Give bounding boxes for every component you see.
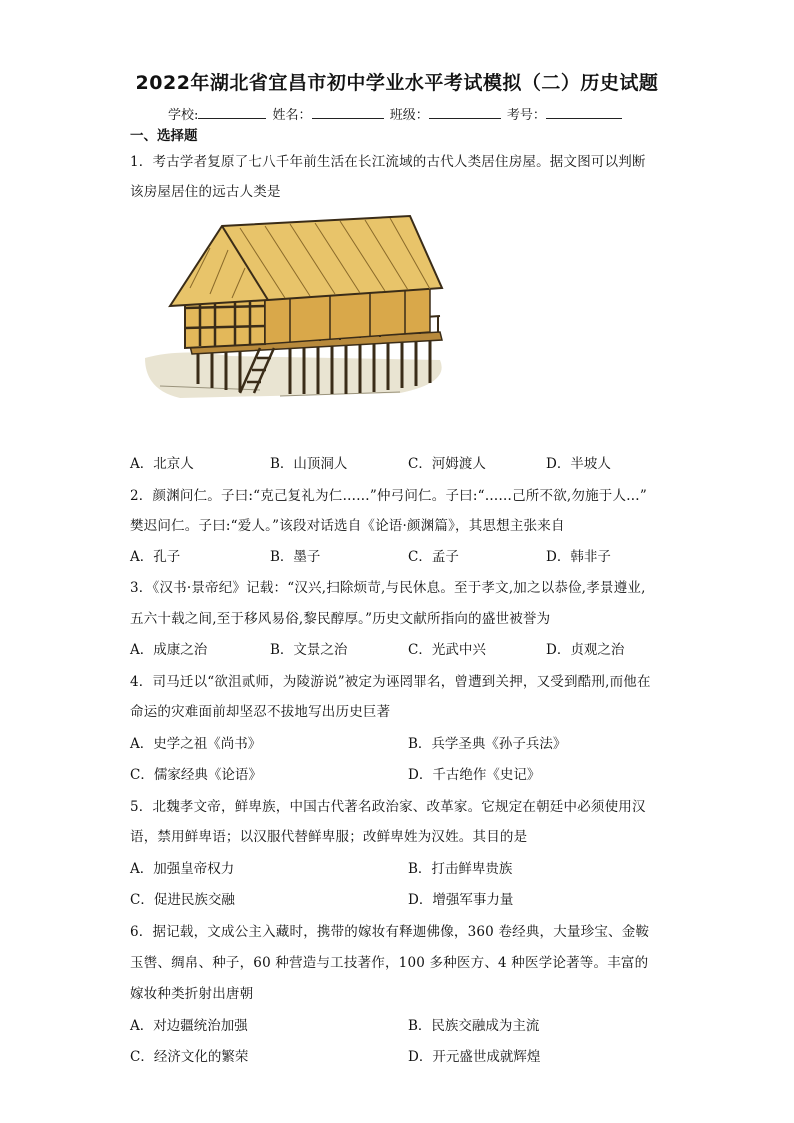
q5-option-c[interactable]: C．促进民族交融	[130, 892, 235, 908]
q3-option-d[interactable]: D．贞观之治	[546, 642, 625, 658]
q3-option-c[interactable]: C．光武中兴	[408, 642, 486, 658]
q3-line-1: 3．《汉书·景帝纪》记载：“汉兴,扫除烦苛,与民休息。至于孝文,加之以恭俭,孝景遵业,	[130, 580, 646, 596]
q1-option-c[interactable]: C．河姆渡人	[408, 456, 486, 472]
q2-option-d[interactable]: D．韩非子	[546, 549, 611, 565]
q2-option-a[interactable]: A．孔子	[130, 549, 181, 565]
q4-option-c[interactable]: C．儒家经典《论语》	[130, 767, 262, 783]
number-label: 考号：	[506, 108, 546, 123]
q3-line-2: 五六十载之间,至于移风易俗,黎民醇厚。”历史文献所指向的盛世被誉为	[130, 611, 551, 627]
q1-line-1: 1．考古学者复原了七八千年前生活在长江流域的古代人类居住房屋。据文图可以判断	[130, 154, 646, 170]
q5-option-a[interactable]: A．加强皇帝权力	[130, 861, 235, 877]
class-label: 班级：	[389, 108, 429, 123]
school-label: 学校:	[168, 108, 199, 123]
q1-option-d[interactable]: D．半坡人	[546, 456, 611, 472]
student-info-row	[168, 104, 624, 123]
q6-line-2: 玉辔、绸帛、种子，60 种营造与工技著作，100 多种医方、4 种医学论著等。丰富的	[130, 955, 649, 971]
q1-option-b[interactable]: B．山顶洞人	[270, 456, 348, 472]
q6-line-3: 嫁妆种类折射出唐朝	[130, 986, 254, 1002]
q6-option-b[interactable]: B．民族交融成为主流	[408, 1018, 540, 1034]
q2-line-2: 樊迟问仁。子曰:“爱人。”该段对话选自《论语·颜渊篇》，其思想主张来自	[130, 518, 565, 534]
name-label: 姓名：	[272, 108, 312, 123]
q5-option-d[interactable]: D．增强军事力量	[408, 892, 514, 908]
name-blank[interactable]	[312, 106, 384, 119]
stilt-house-illustration	[140, 208, 460, 408]
q5-option-b[interactable]: B．打击鲜卑贵族	[408, 861, 513, 877]
q1-line-2: 该房屋居住的远古人类是	[130, 184, 281, 200]
q3-option-b[interactable]: B．文景之治	[270, 642, 348, 658]
number-blank[interactable]	[546, 106, 622, 119]
q3-option-a[interactable]: A．成康之治	[130, 642, 208, 658]
class-blank[interactable]	[429, 106, 501, 119]
section-heading: 一、选择题	[130, 128, 198, 144]
q4-option-b[interactable]: B．兵学圣典《孙子兵法》	[408, 736, 567, 752]
q2-line-1: 2．颜渊问仁。子曰:“克己复礼为仁……”仲弓问仁。子曰:“……己所不欲,勿施于人…”	[130, 488, 647, 504]
q2-option-b[interactable]: B．墨子	[270, 549, 321, 565]
page-title: 2022年湖北省宜昌市初中学业水平考试模拟（二）历史试题	[135, 72, 659, 94]
q2-option-c[interactable]: C．孟子	[408, 549, 459, 565]
q4-line-2: 命运的灾难面前却坚忍不拔地写出历史巨著	[130, 704, 391, 720]
q5-line-1: 5．北魏孝文帝，鲜卑族，中国古代著名政治家、改革家。它规定在朝廷中必须使用汉	[130, 799, 646, 815]
school-blank[interactable]	[198, 106, 266, 119]
q6-option-d[interactable]: D．开元盛世成就辉煌	[408, 1049, 541, 1065]
q6-option-a[interactable]: A．对边疆统治加强	[130, 1018, 248, 1034]
q4-option-a[interactable]: A．史学之祖《尚书》	[130, 736, 262, 752]
q4-line-1: 4．司马迁以“欲沮贰师，为陵游说”被定为诬罔罪名，曾遭到关押，又受到酷刑,而他在	[130, 674, 651, 690]
q5-line-2: 语，禁用鲜卑语；以汉服代替鲜卑服；改鲜卑姓为汉姓。其目的是	[130, 829, 528, 845]
q6-line-1: 6．据记载，文成公主入藏时，携带的嫁妆有释迦佛像，360 卷经典，大量珍宝、金鞍	[130, 924, 650, 940]
q6-option-c[interactable]: C．经济文化的繁荣	[130, 1049, 249, 1065]
q4-option-d[interactable]: D．千古绝作《史记》	[408, 767, 541, 783]
q1-option-a[interactable]: A．北京人	[130, 456, 194, 472]
